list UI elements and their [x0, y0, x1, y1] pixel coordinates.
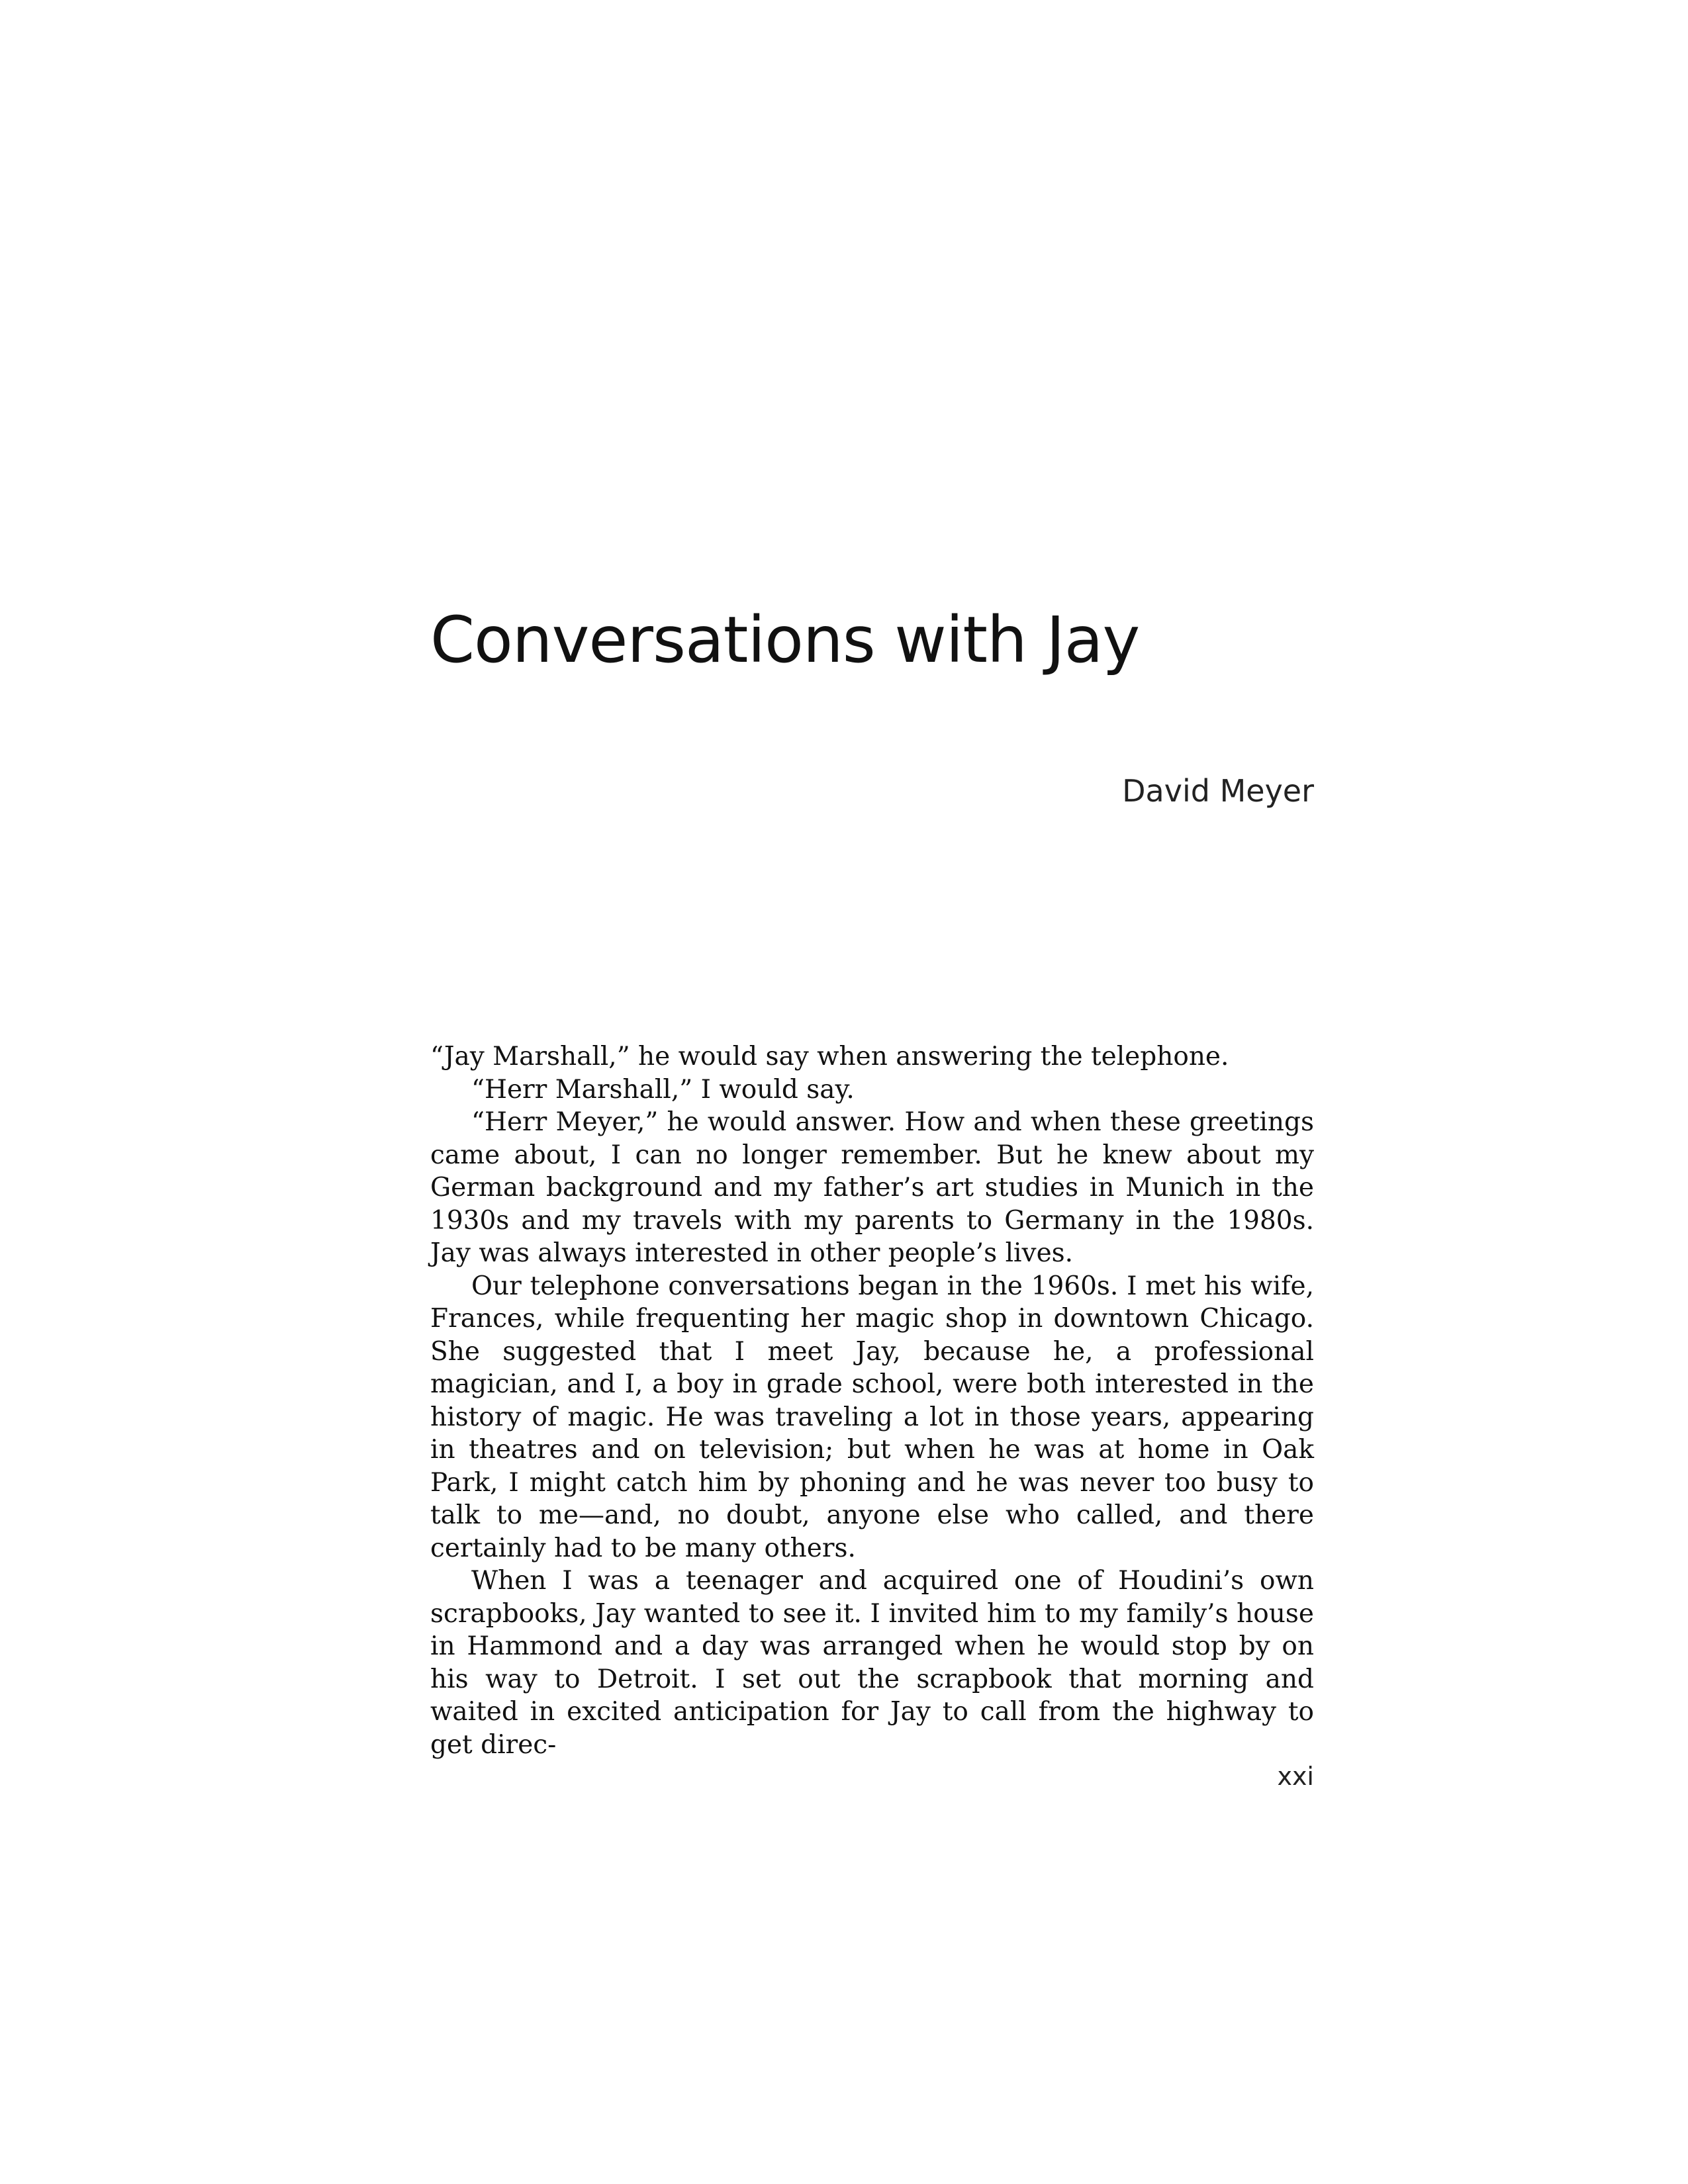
chapter-body	[430, 1040, 1314, 1761]
paragraph: “Herr Marshall,” I would say.	[471, 1074, 855, 1105]
chapter-title: Conversations with Jay	[430, 603, 1140, 677]
paragraph: “Herr Meyer,” he would answer. How and when these greetings came about, I can no longer remember. But he knew about my German background and my father’s art studies in Munich in the 1930s and my travels with my parents to Germany in the 1980s. Jay was always interested in other people’s lives.	[430, 1107, 1314, 1268]
paragraph: “Jay Marshall,” he would say when answering the telephone.	[430, 1042, 1229, 1071]
paragraph: When I was a teenager and acquired one of Houdini’s own scrapbooks, Jay wanted to see it. I invited him to my family’s house in Hammond and a day was arranged when he would stop by on his way to Detroit. I set out the scrapbook that morning and waited in excited anticipation for Jay to call from the highway to get direc-	[430, 1566, 1314, 1760]
page-number: xxi	[1277, 1762, 1314, 1791]
paragraph: Our telephone conversations began in the 1960s. I met his wife, Frances, while frequenting her magic shop in downtown Chicago. She suggested that I meet Jay, because he, a professional magician, and I, a boy in grade school, were both interested in the history of magic. He was traveling a lot in those years, appearing in theatres and on television; but when he was at home in Oak Park, I might catch him by phoning and he was never too busy to talk to me—and, no doubt, anyone else who called, and there certainly had to be many others.	[430, 1271, 1314, 1563]
chapter-author: David Meyer	[1122, 773, 1314, 809]
